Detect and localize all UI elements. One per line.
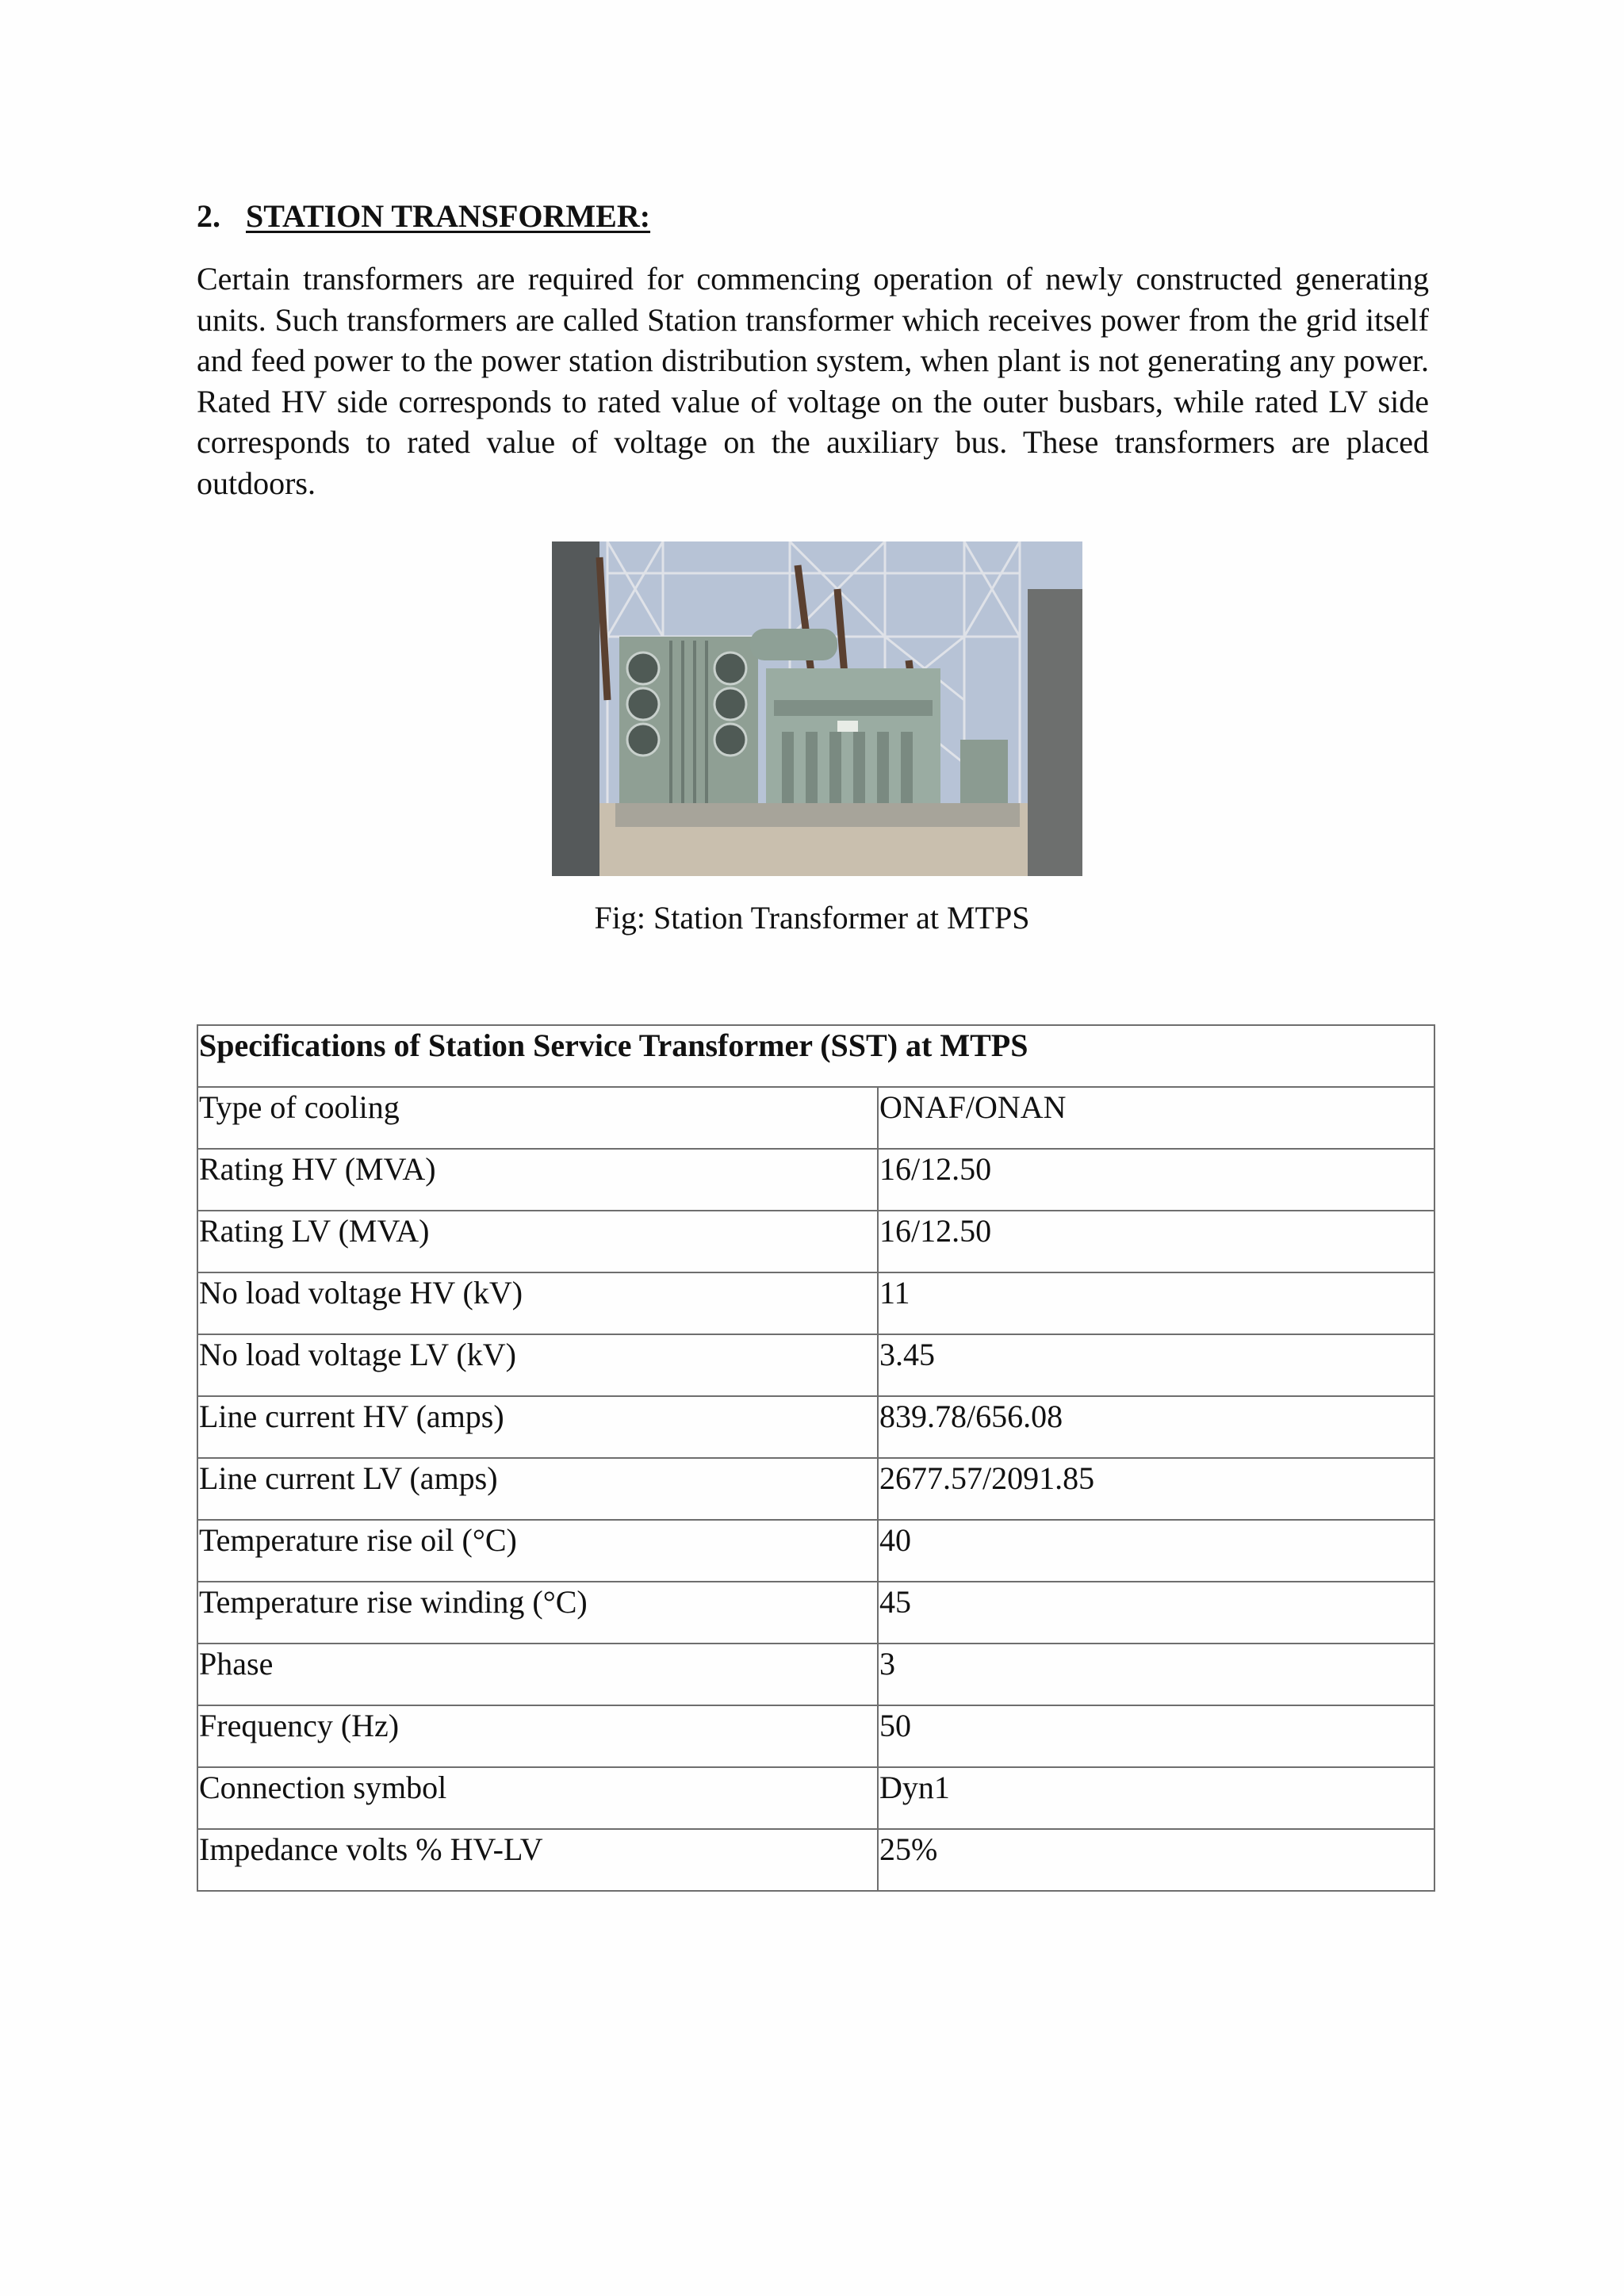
table-row (197, 1334, 1434, 1396)
table-header-row (197, 1025, 1434, 1087)
row-label: No load voltage HV (kV) (197, 1272, 878, 1334)
table-row (197, 1644, 1434, 1705)
table-row (197, 1520, 1434, 1582)
spec-table (197, 1024, 1435, 1892)
row-value: 11 (878, 1272, 1434, 1334)
row-value: 3.45 (878, 1334, 1434, 1396)
row-value: 25% (878, 1829, 1434, 1891)
row-value: 45 (878, 1582, 1434, 1644)
table-row (197, 1582, 1434, 1644)
row-value: Dyn1 (878, 1767, 1434, 1829)
body-paragraph: Certain transformers are required for commencing operation of newly constructed generating units. Such transformers are called Station transformer which receives power from the grid itself and feed power to the power station distribution system, when plant is not generating any power. Rated HV side corresponds to rated value of voltage on the outer busbars, while rated LV side corresponds to rated value of voltage on the auxiliary bus. These transformers are placed outdoors. (197, 261, 1429, 501)
table-row (197, 1087, 1434, 1149)
row-label: Type of cooling (197, 1087, 878, 1149)
table-row (197, 1211, 1434, 1272)
section-title: STATION TRANSFORMER: (246, 198, 651, 234)
row-label: Temperature rise winding (°C) (197, 1582, 878, 1644)
row-label: Line current HV (amps) (197, 1396, 878, 1458)
row-label: No load voltage LV (kV) (197, 1334, 878, 1396)
row-label: Rating LV (MVA) (197, 1211, 878, 1272)
row-label: Line current LV (amps) (197, 1458, 878, 1520)
row-label: Impedance volts % HV-LV (197, 1829, 878, 1891)
row-label: Phase (197, 1644, 878, 1705)
row-value: 839.78/656.08 (878, 1396, 1434, 1458)
row-label: Connection symbol (197, 1767, 878, 1829)
table-row (197, 1767, 1434, 1829)
figure-caption: Fig: Station Transformer at MTPS (594, 900, 1030, 936)
table-row (197, 1396, 1434, 1458)
table-row (197, 1149, 1434, 1211)
table-row (197, 1705, 1434, 1767)
section-heading (197, 197, 650, 236)
section-number: 2. (197, 198, 220, 234)
table-row (197, 1272, 1434, 1334)
row-label: Temperature rise oil (°C) (197, 1520, 878, 1582)
table-title: Specifications of Station Service Transformer (SST) at MTPS (197, 1025, 1434, 1087)
row-value: ONAF/ONAN (878, 1087, 1434, 1149)
table-row (197, 1458, 1434, 1520)
row-value: 2677.57/2091.85 (878, 1458, 1434, 1520)
row-value: 3 (878, 1644, 1434, 1705)
station-transformer-photo (552, 541, 1082, 876)
row-value: 16/12.50 (878, 1149, 1434, 1211)
row-label: Frequency (Hz) (197, 1705, 878, 1767)
row-value: 50 (878, 1705, 1434, 1767)
row-value: 16/12.50 (878, 1211, 1434, 1272)
table-row (197, 1829, 1434, 1891)
row-label: Rating HV (MVA) (197, 1149, 878, 1211)
row-value: 40 (878, 1520, 1434, 1582)
